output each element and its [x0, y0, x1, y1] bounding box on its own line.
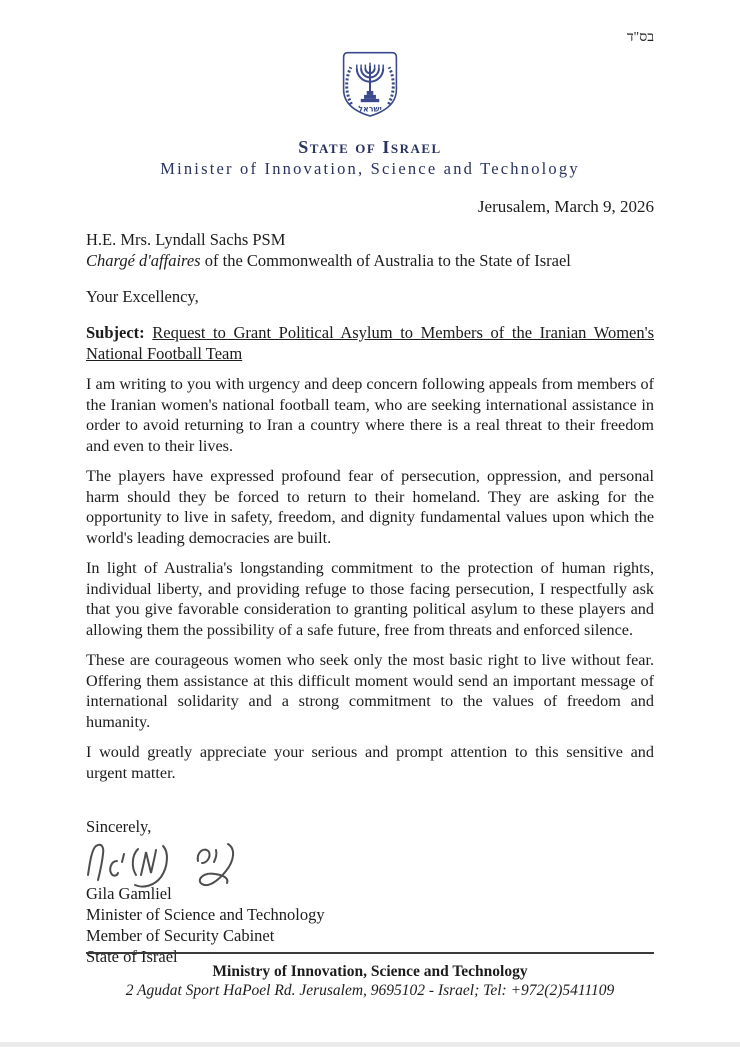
signer-title-1: Minister of Science and Technology: [86, 905, 325, 924]
recipient-block: [86, 229, 654, 271]
subject-text: Request to Grant Political Asylum to Members of the Iranian Women's National Football Team: [86, 323, 654, 363]
signer-title-2: Member of Security Cabinet: [86, 926, 275, 945]
footer-address: 2 Agudat Sport HaPoel Rd. Jerusalem, 9695102 - Israel; Tel: +972(2)5411109: [125, 982, 615, 999]
letterhead-subtitle: Minister of Innovation, Science and Technology: [160, 159, 580, 178]
footer-ministry: Ministry of Innovation, Science and Technology: [212, 963, 528, 980]
signer-name: Gila Gamliel: [86, 884, 172, 903]
body-paragraph-2: The players have expressed profound fear of persecution, oppression, and personal harm should they be forced to return to their homeland. They are asking for the opportunity to live in safety, freedom, and dignity fundamental values upon which the world's leading democracies are built.: [86, 467, 654, 547]
body-paragraph-1: I am writing to you with urgency and deep concern following appeals from members of the Iranian women's national football team, who are seeking international assistance in order to avoid returning to Iran a country where there is a real threat to their freedom and even to their lives.: [86, 375, 654, 455]
salutation: Your Excellency,: [86, 287, 199, 306]
body-paragraph-5: I would greatly appreciate your serious and prompt attention to this sensitive and urgent matter.: [86, 743, 654, 782]
subject-label: Subject:: [86, 323, 145, 342]
recipient-name: H.E. Mrs. Lyndall Sachs PSM: [86, 230, 286, 249]
body-paragraph-3: In light of Australia's longstanding commitment to the protection of human rights, individual liberty, and providing refuge to those facing persecution, I respectfully ask that you give favorable consideration to granting political asylum to these players and allowing them the possibility of a safe future, free from threats and enforced silence.: [86, 559, 654, 639]
letter-footer: [86, 952, 654, 1000]
scan-bottom-edge: [0, 1042, 740, 1047]
recipient-title-rest: of the Commonwealth of Australia to the State of Israel: [200, 251, 571, 270]
closing-salutation: Sincerely,: [86, 817, 152, 836]
letterhead-title: State of Israel: [298, 137, 442, 157]
emblem-hebrew-text: ישראל: [358, 104, 382, 114]
recipient-title: [86, 250, 654, 271]
subject-line: [86, 322, 654, 364]
israel-state-emblem: [86, 50, 654, 129]
signer-title-3: State of Israel: [86, 947, 178, 966]
dateline: Jerusalem, March 9, 2026: [477, 197, 654, 216]
bsd-hebrew-mark: בס"ד: [626, 30, 654, 45]
israel-emblem-icon: [337, 50, 403, 124]
recipient-title-role: Chargé d'affaires: [86, 251, 201, 270]
body-paragraph-4: These are courageous women who seek only the most basic right to live without fear. Offering them assistance at this difficult moment would send an important message of international solidarity and a strong commitment to the values of freedom and humanity.: [86, 651, 654, 731]
